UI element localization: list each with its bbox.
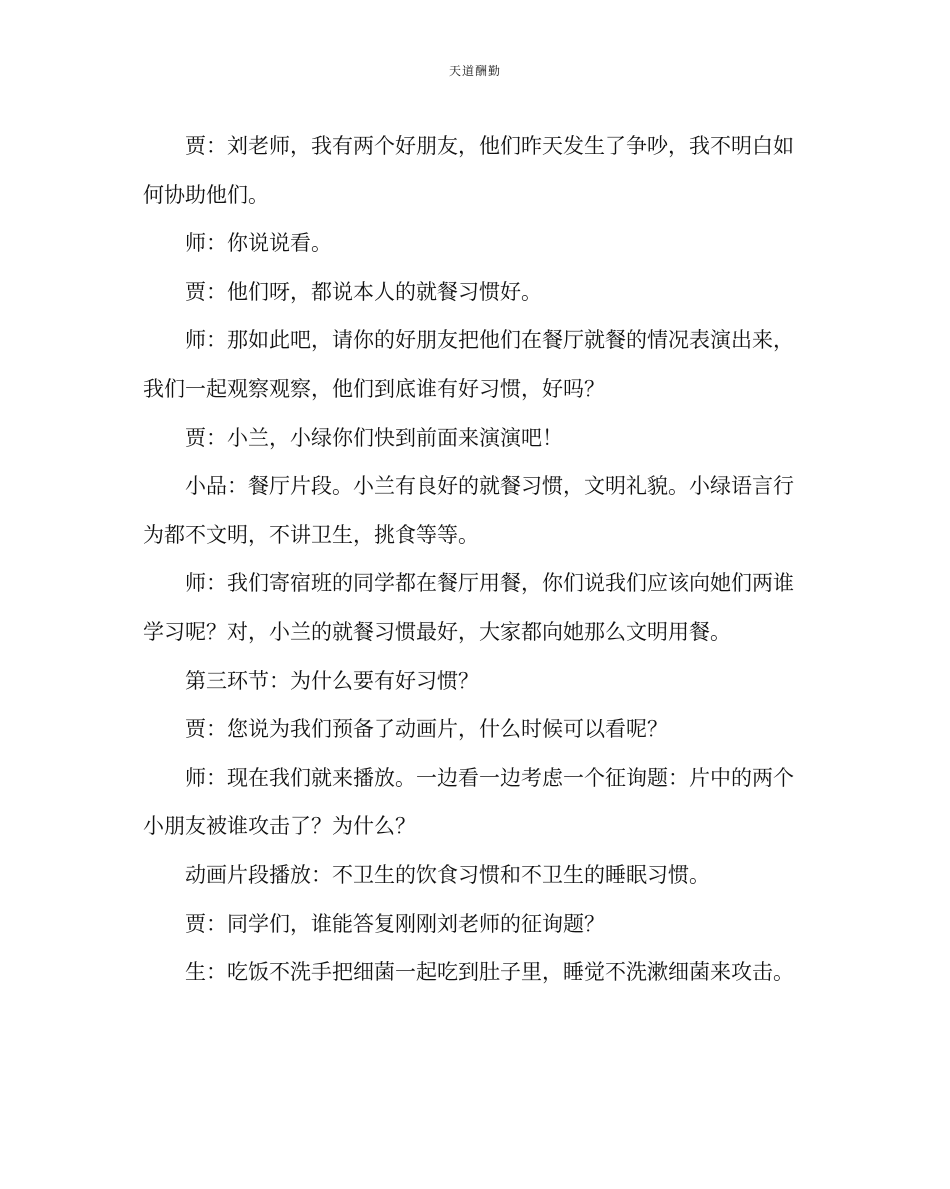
paragraph-line: 师：你说说看。 xyxy=(185,231,332,256)
paragraph-line: 谁学习呢？对，小兰的就餐习惯最好，大家都向她那么文明用餐。 xyxy=(143,571,794,644)
page-header: 天道酬勤 xyxy=(448,64,501,78)
paragraph-line: 贾：刘老师，我有两个好朋友，他们昨天发生了争吵，我不明白 xyxy=(185,134,773,158)
paragraph-line: 贾：他们呀，都说本人的就餐习惯好。 xyxy=(185,279,542,304)
paragraph xyxy=(143,559,807,656)
paragraph-line: 击。 xyxy=(752,960,794,985)
paragraph xyxy=(143,122,807,219)
paragraph xyxy=(143,462,807,559)
paragraph-line: 贾：小兰，小绿你们快到前面来演演吧！ xyxy=(185,425,563,450)
paragraph xyxy=(143,414,807,463)
paragraph-line: 第三环节：为什么要有好习惯？ xyxy=(185,668,479,693)
paragraph xyxy=(143,316,807,413)
paragraph-line: 小品：餐厅片段。小兰有良好的就餐习惯，文明礼貌。小绿语言 xyxy=(185,474,773,499)
paragraph xyxy=(143,900,807,949)
paragraph-line: 生：吃饭不洗手把细菌一起吃到肚子里，睡觉不洗漱细菌来攻 xyxy=(185,960,752,985)
paragraph-line: 来，我们一起观察观察，他们到底谁有好习惯，好吗？ xyxy=(143,328,794,401)
paragraph-line: 师：那如此吧，请你的好朋友把他们在餐厅就餐的情况表演出 xyxy=(185,328,752,353)
paragraph xyxy=(143,851,807,900)
section-heading xyxy=(143,657,807,706)
paragraph-line: 行为都不文明，不讲卫生，挑食等等。 xyxy=(143,474,794,547)
paragraph-line: 个小朋友被谁攻击了？为什么？ xyxy=(143,765,794,839)
paragraph xyxy=(143,948,807,997)
paragraph-line: 贾：您说为我们预备了动画片，什么时候可以看呢？ xyxy=(185,717,668,742)
paragraph-line: 如何协助他们。 xyxy=(143,134,794,207)
paragraph xyxy=(143,219,807,268)
document-body xyxy=(143,122,807,997)
paragraph-line: 师：现在我们就来播放。一边看一边考虑一个征询题：片中的两 xyxy=(185,765,773,790)
paragraph-line: 贾：同学们，谁能答复刚刚刘老师的征询题？ xyxy=(185,911,605,936)
paragraph-line: 师：我们寄宿班的同学都在餐厅用餐，你们说我们应该向她们两 xyxy=(185,571,773,596)
paragraph xyxy=(143,268,807,317)
paragraph xyxy=(143,705,807,754)
paragraph-line: 动画片段播放：不卫生的饮食习惯和不卫生的睡眠习惯。 xyxy=(185,862,710,887)
paragraph xyxy=(143,754,807,851)
